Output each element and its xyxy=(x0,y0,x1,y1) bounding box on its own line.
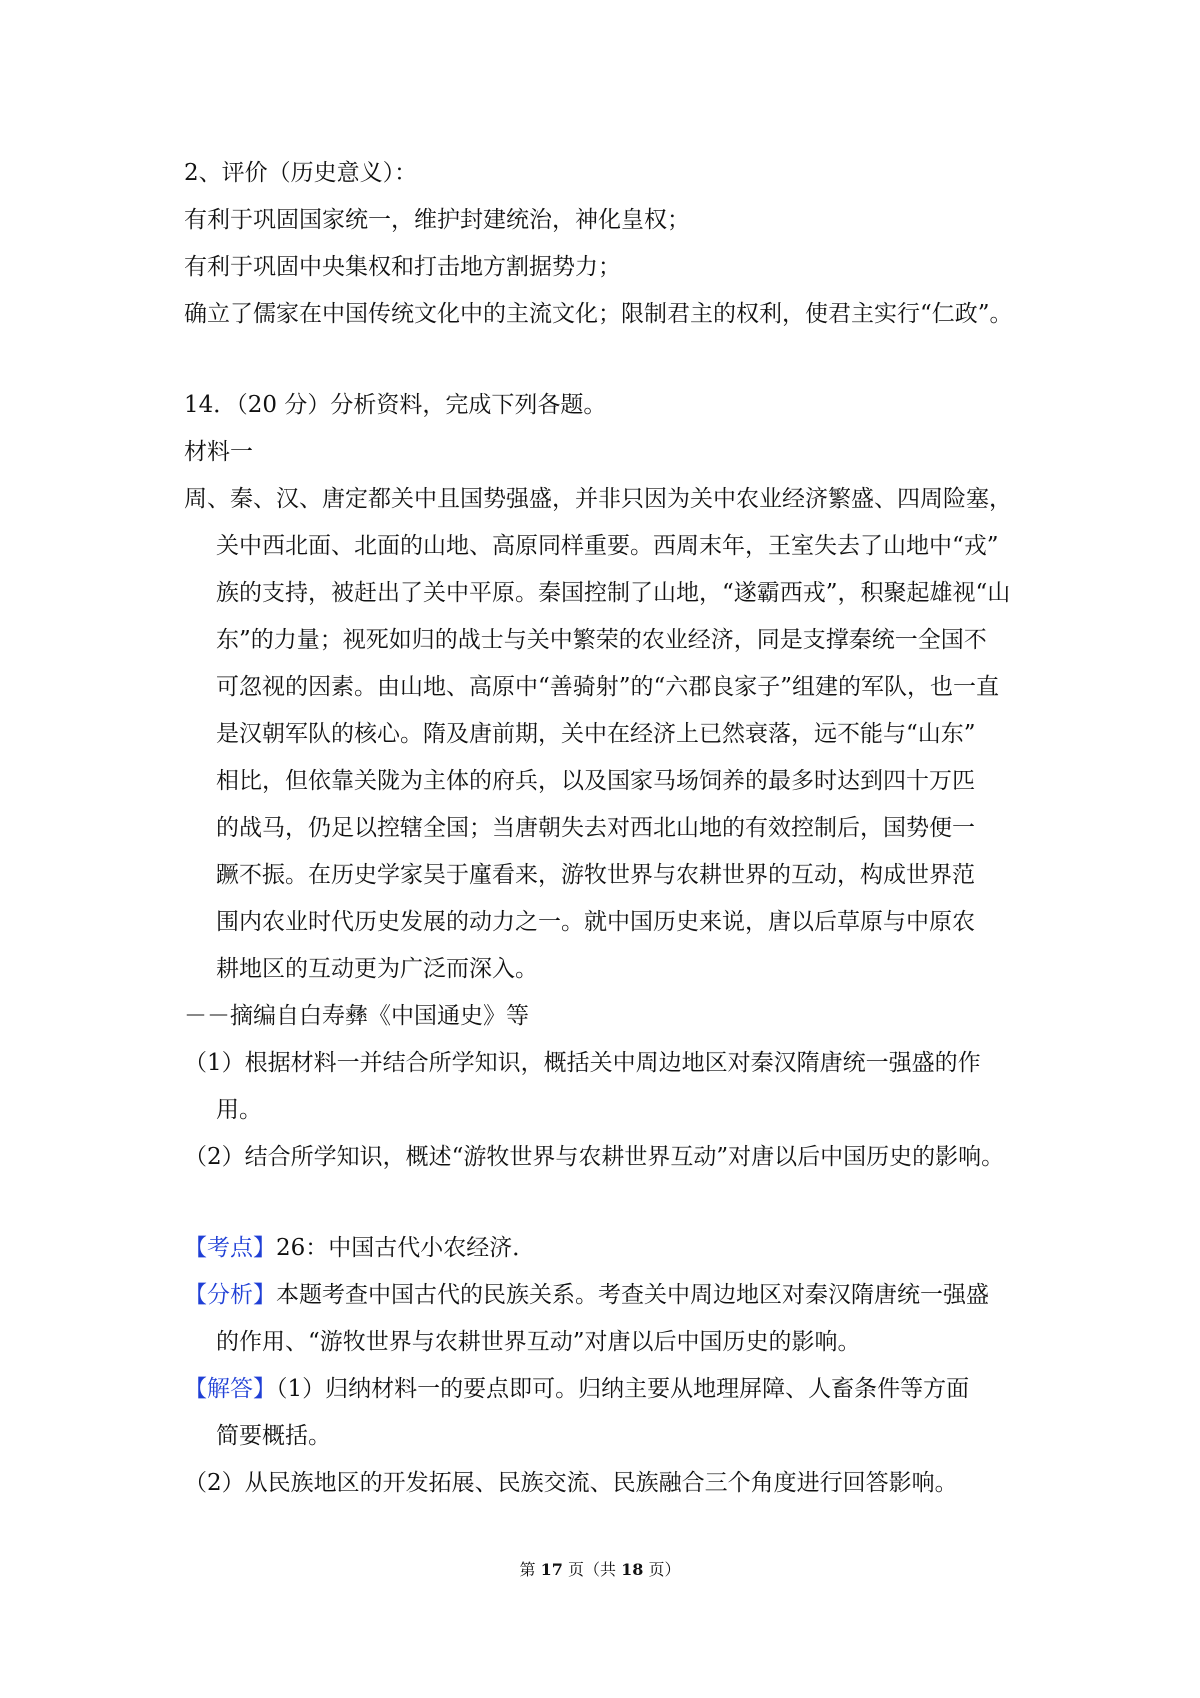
passage-line: 的战马，仍足以控辖全国；当唐朝失去对西北山地的有效控制后，国势便一 xyxy=(216,815,975,841)
fenxi-text: 本题考查中国古代的民族关系。考查关中周边地区对秦汉隋唐统一强盛 xyxy=(276,1282,989,1308)
passage-line: 周、秦、汉、唐定都关中且国势强盛，并非只因为关中农业经济繁盛、四周险塞， xyxy=(184,486,1012,512)
evaluation-line: 确立了儒家在中国传统文化中的主流文化；限制君主的权利，使君主实行“仁政”。 xyxy=(184,301,1013,327)
passage-line: 族的支持，被赶出了关中平原。秦国控制了山地，“遂霸西戎”，积聚起雄视“山 xyxy=(216,580,1011,606)
jieda-tag: 【解答】 xyxy=(184,1376,276,1402)
kaodian-row xyxy=(184,1233,535,1263)
passage-line: 蹶不振。在历史学家吴于廑看来，游牧世界与农耕世界的互动，构成世界范 xyxy=(216,862,975,888)
passage-line: 东”的力量；视死如归的战士与关中繁荣的农业经济，同是支撑秦统一全国不 xyxy=(216,627,987,653)
sub-question-2: （2）结合所学知识，概述“游牧世界与农耕世界互动”对唐以后中国历史的影响。 xyxy=(184,1144,1005,1170)
evaluation-line: 有利于巩固中央集权和打击地方割据势力； xyxy=(184,254,621,280)
passage-line: 围内农业时代历史发展的动力之一。就中国历史来说，唐以后草原与中原农 xyxy=(216,909,975,935)
footer-page-number: 17 xyxy=(540,1560,563,1579)
footer-suffix: 页） xyxy=(643,1560,681,1579)
page-footer xyxy=(0,1560,1200,1580)
footer-middle: 页（共 xyxy=(562,1560,622,1579)
passage-line: 可忽视的因素。由山地、高原中“善骑射”的“六郡良家子”组建的军队，也一直 xyxy=(216,674,1000,700)
passage-source: －－摘编自白寿彝《中国通史》等 xyxy=(184,1003,529,1029)
kaodian-text: 26：中国古代小农经济． xyxy=(276,1235,536,1261)
kaodian-tag: 【考点】 xyxy=(184,1235,276,1261)
answer-part-2: （2）从民族地区的开发拓展、民族交流、民族融合三个角度进行回答影响。 xyxy=(184,1470,958,1496)
fenxi-tag: 【分析】 xyxy=(184,1282,276,1308)
evaluation-heading: 2、评价（历史意义）： xyxy=(184,160,418,186)
fenxi-text-cont: 的作用、“游牧世界与农耕世界互动”对唐以后中国历史的影响。 xyxy=(216,1329,861,1355)
sub-question-1-cont: 用。 xyxy=(216,1097,262,1123)
evaluation-line: 有利于巩固国家统一，维护封建统治，神化皇权； xyxy=(184,207,690,233)
footer-prefix: 第 xyxy=(519,1560,541,1579)
jieda-text-cont: 简要概括。 xyxy=(216,1423,331,1449)
fenxi-row xyxy=(184,1280,989,1310)
footer-total-pages: 18 xyxy=(621,1560,644,1579)
passage-line: 相比，但依靠关陇为主体的府兵，以及国家马场饲养的最多时达到四十万匹 xyxy=(216,768,975,794)
sub-question-1: （1）根据材料一并结合所学知识，概括关中周边地区对秦汉隋唐统一强盛的作 xyxy=(184,1050,981,1076)
jieda-text: （1）归纳材料一的要点即可。归纳主要从地理屏障、人畜条件等方面 xyxy=(276,1376,970,1402)
passage-line: 是汉朝军队的核心。隋及唐前期，关中在经济上已然衰落，远不能与“山东” xyxy=(216,721,976,747)
jieda-row xyxy=(184,1374,969,1404)
material-label: 材料一 xyxy=(184,439,253,465)
question-14-title: 14．（20 分）分析资料，完成下列各题。 xyxy=(184,392,607,418)
passage-line: 耕地区的互动更为广泛而深入。 xyxy=(216,956,538,982)
passage-line: 关中西北面、北面的山地、高原同样重要。西周末年，王室失去了山地中“戎” xyxy=(216,533,999,559)
